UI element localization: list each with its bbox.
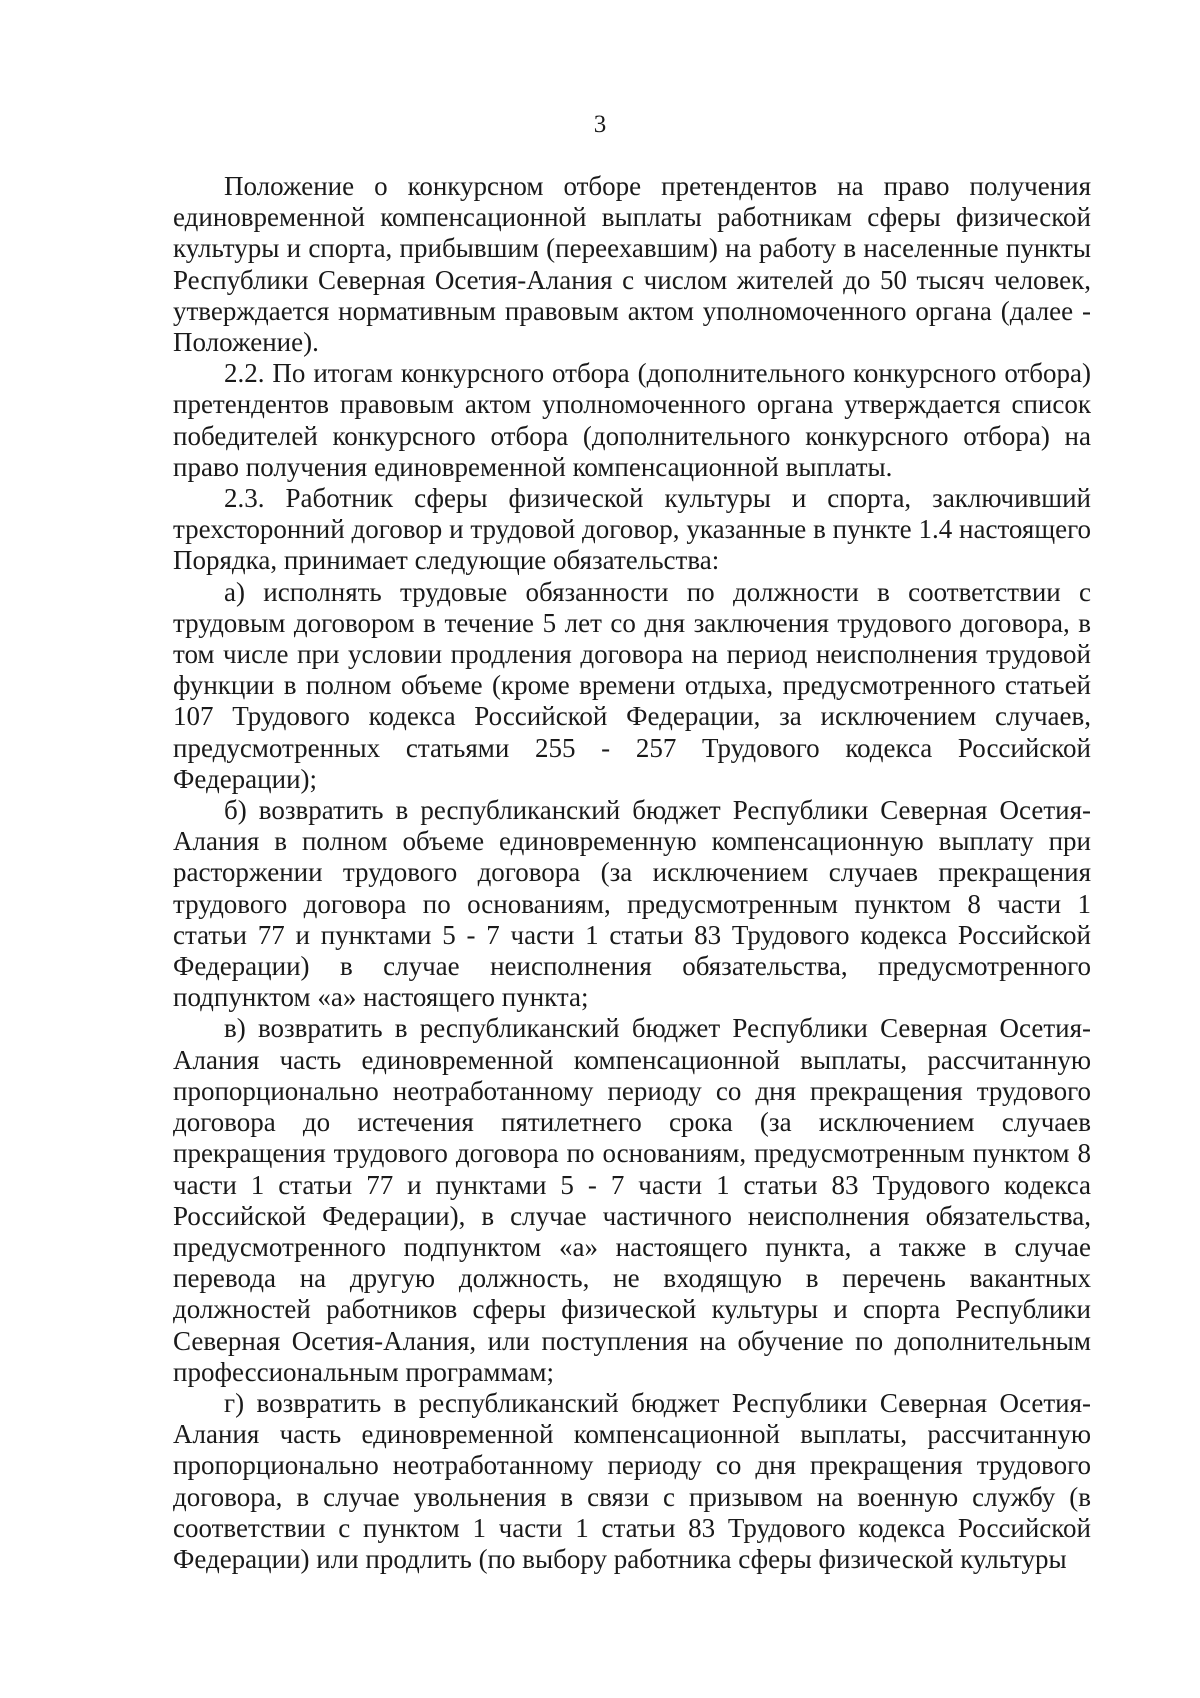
subparagraph-g: г) возвратить в республиканский бюджет Республики Северная Осетия-Алания часть единовременной компенсационной выплаты, рассчитанную пропорционально неотработанному периоду со дня прекращения трудового договора, в случае увольнения в связи с призывом на военную службу (в соответствии с пунктом 1 части 1 статьи 83 Трудового кодекса Российской Федерации) или продлить (по выбору работника сферы физической культуры <box>173 1387 1091 1574</box>
page-number: 3 <box>593 111 607 138</box>
subparagraph-v: в) возвратить в республиканский бюджет Республики Северная Осетия-Алания часть единовременной компенсационной выплаты, рассчитанную пропорционально неотработанному периоду со дня прекращения трудового договора до истечения пятилетнего срока (за исключением случаев прекращения трудового договора по основаниям, предусмотренным пунктом 8 части 1 статьи 77 и пунктами 5 - 7 части 1 статьи 83 Трудового кодекса Российской Федерации), в случае частичного неисполнения обязательства, предусмотренного подпунктом «а» настоящего пункта, а также в случае перевода на другую должность, не входящую в перечень вакантных должностей работников сферы физической культуры и спорта Республики Северная Осетия-Алания, или поступления на обучение по дополнительным профессиональным программам; <box>173 1013 1091 1387</box>
subparagraph-b: б) возвратить в республиканский бюджет Республики Северная Осетия-Алания в полном объеме единовременную компенсационную выплату при расторжении трудового договора (за исключением случаев прекращения трудового договора по основаниям, предусмотренным пунктом 8 части 1 статьи 77 и пунктами 5 - 7 части 1 статьи 83 Трудового кодекса Российской Федерации) в случае неисполнения обязательства, предусмотренного подпунктом «а» настоящего пункта; <box>173 795 1091 1013</box>
paragraph-2-2: 2.2. По итогам конкурсного отбора (дополнительного конкурсного отбора) претендентов правовым актом уполномоченного органа утверждается список победителей конкурсного отбора (дополнительного конкурсного отбора) на право получения единовременной компенсационной выплаты. <box>173 358 1091 482</box>
paragraph-regulation-statement: Положение о конкурсном отборе претендентов на право получения единовременной компенсационной выплаты работникам сферы физической культуры и спорта, прибывшим (переехавшим) на работу в населенные пункты Республики Северная Осетия-Алания с числом жителей до 50 тысяч человек, утверждается нормативным правовым актом уполномоченного органа (далее - Положение). <box>173 171 1091 358</box>
paragraph-2-3: 2.3. Работник сферы физической культуры и спорта, заключивший трехсторонний договор и трудовой договор, указанные в пункте 1.4 настоящего Порядка, принимает следующие обязательства: <box>173 483 1091 576</box>
document-body <box>173 171 1091 1575</box>
subparagraph-a: а) исполнять трудовые обязанности по должности в соответствии с трудовым договором в течение 5 лет со дня заключения трудового договора, в том числе при условии продления договора на период неисполнения трудовой функции в полном объеме (кроме времени отдыха, предусмотренного статьей 107 Трудового кодекса Российской Федерации, за исключением случаев, предусмотренных статьями 255 - 257 Трудового кодекса Российской Федерации); <box>173 576 1091 794</box>
